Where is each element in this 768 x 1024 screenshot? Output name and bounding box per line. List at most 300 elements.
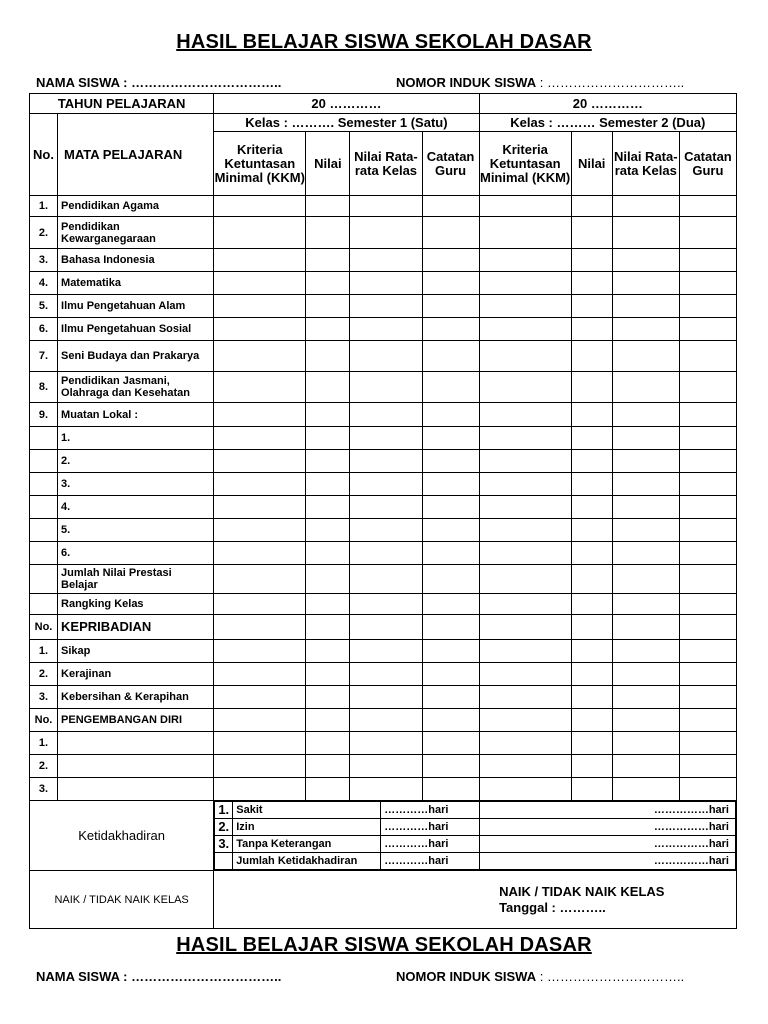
grade-cell[interactable] [571, 663, 612, 686]
pengembangan-heading: PENGEMBANGAN DIRI [58, 709, 214, 732]
grade-cell[interactable] [214, 403, 306, 427]
grade-cell[interactable] [350, 196, 422, 217]
ketidakhadiran-label: Ketidakhadiran [30, 801, 214, 871]
grade-cell[interactable] [612, 295, 679, 318]
grade-cell[interactable] [479, 318, 571, 341]
grade-cell[interactable] [350, 496, 422, 519]
attendance-item: Sakit [233, 802, 381, 819]
naik-kelas-right: NAIK / TIDAK NAIK KELAS [499, 883, 665, 899]
grade-cell[interactable] [679, 519, 736, 542]
grade-cell[interactable] [679, 403, 736, 427]
attendance-item: Izin [233, 819, 381, 836]
grade-cell[interactable] [679, 295, 736, 318]
grade-cell[interactable] [679, 709, 736, 732]
grade-cell[interactable] [306, 709, 350, 732]
grade-cell[interactable] [214, 565, 306, 594]
attendance-sem2[interactable]: ……………hari [480, 853, 736, 870]
grade-cell[interactable] [571, 473, 612, 496]
grade-cell[interactable] [422, 473, 479, 496]
kepribadian-item: Kebersihan & Kerapihan [58, 686, 214, 709]
grade-cell[interactable] [350, 732, 422, 755]
tanggal-field: Tanggal : ……….. [499, 899, 606, 915]
grade-cell[interactable] [479, 403, 571, 427]
subject-name: Matematika [58, 272, 214, 295]
grade-cell[interactable] [350, 565, 422, 594]
row-number: 3. [30, 686, 58, 709]
grade-cell[interactable] [350, 778, 422, 801]
colon: : [119, 75, 132, 90]
grade-cell[interactable] [479, 663, 571, 686]
grade-cell[interactable] [571, 640, 612, 663]
kkm-header: Kriteria Ketuntasan Minimal (KKM) [214, 132, 306, 196]
empty-cell [30, 450, 58, 473]
grade-cell[interactable] [612, 341, 679, 372]
grade-cell[interactable] [422, 640, 479, 663]
grade-cell[interactable] [306, 663, 350, 686]
grade-cell[interactable] [214, 542, 306, 565]
grade-cell[interactable] [306, 427, 350, 450]
subject-name: Seni Budaya dan Prakarya [58, 341, 214, 372]
grade-cell[interactable] [306, 372, 350, 403]
grade-cell[interactable] [479, 372, 571, 403]
grade-cell[interactable] [306, 594, 350, 615]
muatan-lokal-item[interactable]: 6. [58, 542, 214, 565]
attendance-item: Tanpa Keterangan [233, 836, 381, 853]
grade-cell[interactable] [479, 542, 571, 565]
no-header: No. [30, 709, 58, 732]
grade-cell[interactable] [306, 640, 350, 663]
grade-cell[interactable] [214, 196, 306, 217]
grade-cell[interactable] [350, 686, 422, 709]
grade-cell[interactable] [306, 755, 350, 778]
grade-cell[interactable] [350, 372, 422, 403]
row-number [215, 853, 233, 870]
grade-cell[interactable] [214, 640, 306, 663]
attendance-sem1[interactable]: …………hari [381, 802, 480, 819]
grade-cell[interactable] [422, 272, 479, 295]
grade-cell[interactable] [612, 709, 679, 732]
grade-cell[interactable] [612, 217, 679, 249]
year-1[interactable]: 20 ………… [214, 94, 479, 114]
grade-cell[interactable] [422, 594, 479, 615]
grade-cell[interactable] [214, 372, 306, 403]
grade-cell[interactable] [479, 450, 571, 473]
promotion-row [30, 871, 737, 929]
row-number: 2. [215, 819, 233, 836]
grade-cell[interactable] [350, 217, 422, 249]
jumlah-nilai-label: Jumlah Nilai Prestasi Belajar [58, 565, 214, 594]
grade-cell[interactable] [479, 272, 571, 295]
grade-cell[interactable] [679, 542, 736, 565]
grade-cell[interactable] [479, 709, 571, 732]
grade-cell[interactable] [679, 615, 736, 640]
grade-cell[interactable] [422, 565, 479, 594]
mata-pelajaran-header: MATA PELAJARAN [58, 114, 214, 196]
table-row [30, 372, 737, 403]
table-row [30, 403, 737, 427]
pengembangan-item[interactable] [58, 778, 214, 801]
muatan-lokal-item[interactable]: 3. [58, 473, 214, 496]
grade-cell[interactable] [350, 318, 422, 341]
grade-cell[interactable] [612, 542, 679, 565]
attendance-total: Jumlah Ketidakhadiran [233, 853, 381, 870]
page-title-repeat: HASIL BELAJAR SISWA SEKOLAH DASAR [176, 934, 592, 956]
grade-cell[interactable] [422, 755, 479, 778]
table-row [30, 732, 737, 755]
kepribadian-item: Kerajinan [58, 663, 214, 686]
grade-cell[interactable] [306, 732, 350, 755]
grade-cell[interactable] [306, 542, 350, 565]
pengembangan-item[interactable] [58, 755, 214, 778]
grade-cell[interactable] [422, 403, 479, 427]
grade-cell[interactable] [679, 778, 736, 801]
grade-cell[interactable] [612, 778, 679, 801]
grade-cell[interactable] [571, 732, 612, 755]
grade-cell[interactable] [612, 663, 679, 686]
grade-cell[interactable] [679, 686, 736, 709]
grade-cell[interactable] [479, 615, 571, 640]
nilai-header: Nilai [571, 132, 612, 196]
grade-cell[interactable] [306, 272, 350, 295]
grade-cell[interactable] [612, 450, 679, 473]
grade-cell[interactable] [571, 341, 612, 372]
empty-cell [30, 519, 58, 542]
student-name-field[interactable] [36, 969, 281, 984]
grade-cell[interactable] [214, 686, 306, 709]
grade-cell[interactable] [571, 450, 612, 473]
rata-header: Nilai Rata-rata Kelas [612, 132, 679, 196]
grade-cell[interactable] [612, 755, 679, 778]
kepribadian-item: Sikap [58, 640, 214, 663]
attendance-sem1[interactable]: …………hari [381, 853, 480, 870]
grade-cell[interactable] [612, 473, 679, 496]
grade-cell[interactable] [422, 709, 479, 732]
grade-cell[interactable] [679, 217, 736, 249]
grade-cell[interactable] [571, 542, 612, 565]
grade-cell[interactable] [214, 427, 306, 450]
grade-cell[interactable] [422, 778, 479, 801]
grade-cell[interactable] [612, 272, 679, 295]
row-number: 7. [30, 341, 58, 372]
pengembangan-item[interactable] [58, 732, 214, 755]
grade-cell[interactable] [422, 450, 479, 473]
grade-cell[interactable] [571, 372, 612, 403]
table-row [30, 341, 737, 372]
subject-name: Pendidikan Agama [58, 196, 214, 217]
grade-cell[interactable] [306, 778, 350, 801]
grade-cell[interactable] [422, 196, 479, 217]
attendance-row [30, 801, 737, 871]
table-row [30, 496, 737, 519]
empty-cell [30, 496, 58, 519]
grade-cell[interactable] [571, 755, 612, 778]
grade-cell[interactable] [350, 249, 422, 272]
grade-cell[interactable] [612, 249, 679, 272]
grade-cell[interactable] [422, 663, 479, 686]
table-row [30, 594, 737, 615]
attendance-sem2[interactable]: ……………hari [480, 819, 736, 836]
grade-cell[interactable] [679, 640, 736, 663]
grade-cell[interactable] [571, 427, 612, 450]
student-name-dots: …………………………….. [131, 969, 282, 984]
row-number: 3. [30, 778, 58, 801]
grade-cell[interactable] [306, 496, 350, 519]
grade-cell[interactable] [479, 196, 571, 217]
grade-cell[interactable] [479, 732, 571, 755]
grade-cell[interactable] [350, 640, 422, 663]
grade-cell[interactable] [422, 217, 479, 249]
grade-cell[interactable] [571, 318, 612, 341]
grade-cell[interactable] [479, 295, 571, 318]
promotion-sem1[interactable] [214, 871, 479, 929]
grade-cell[interactable] [306, 450, 350, 473]
grade-cell[interactable] [306, 615, 350, 640]
student-id-field[interactable] [396, 75, 684, 90]
grade-cell[interactable] [306, 196, 350, 217]
grade-cell[interactable] [422, 732, 479, 755]
grade-cell[interactable] [422, 427, 479, 450]
grade-cell[interactable] [350, 542, 422, 565]
grade-cell[interactable] [350, 341, 422, 372]
muatan-lokal-item[interactable]: 4. [58, 496, 214, 519]
grade-cell[interactable] [571, 615, 612, 640]
grade-cell[interactable] [571, 272, 612, 295]
grade-cell[interactable] [612, 318, 679, 341]
grade-cell[interactable] [214, 496, 306, 519]
subject-name: Ilmu Pengetahuan Alam [58, 295, 214, 318]
grade-cell[interactable] [679, 249, 736, 272]
row-number: 4. [30, 272, 58, 295]
table-row [30, 196, 737, 217]
grade-cell[interactable] [350, 295, 422, 318]
grade-cell[interactable] [679, 372, 736, 403]
grade-cell[interactable] [350, 755, 422, 778]
table-row [30, 709, 737, 732]
grade-cell[interactable] [612, 372, 679, 403]
grade-cell[interactable] [214, 341, 306, 372]
grade-cell[interactable] [306, 249, 350, 272]
grade-cell[interactable] [214, 709, 306, 732]
grade-cell[interactable] [679, 450, 736, 473]
kkm-header: Kriteria Ketuntasan Minimal (KKM) [479, 132, 571, 196]
muatan-lokal-item[interactable]: 5. [58, 519, 214, 542]
grade-cell[interactable] [214, 663, 306, 686]
kepribadian-heading: KEPRIBADIAN [58, 615, 214, 640]
grade-cell[interactable] [214, 778, 306, 801]
grade-cell[interactable] [350, 403, 422, 427]
grade-cell[interactable] [679, 496, 736, 519]
attendance-sem1[interactable]: …………hari [381, 836, 480, 853]
grade-cell[interactable] [571, 519, 612, 542]
student-id-label: NOMOR INDUK SISWA [396, 969, 537, 984]
grade-cell[interactable] [679, 594, 736, 615]
grade-cell[interactable] [679, 427, 736, 450]
student-name-field[interactable] [36, 75, 281, 90]
grade-cell[interactable] [679, 196, 736, 217]
tahun-pelajaran-label: TAHUN PELAJARAN [30, 94, 214, 114]
grade-cell[interactable] [479, 778, 571, 801]
grade-cell[interactable] [479, 427, 571, 450]
grade-cell[interactable] [571, 403, 612, 427]
grade-cell[interactable] [612, 594, 679, 615]
table-row [30, 450, 737, 473]
student-name-dots: …………………………….. [131, 75, 282, 90]
attendance-sem2[interactable]: ……………hari [480, 802, 736, 819]
grade-cell[interactable] [571, 295, 612, 318]
grade-cell[interactable] [214, 318, 306, 341]
grade-cell[interactable] [612, 615, 679, 640]
grade-cell[interactable] [214, 615, 306, 640]
semester-2-header[interactable]: Kelas : ……… Semester 2 (Dua) [479, 114, 736, 132]
grade-cell[interactable] [306, 519, 350, 542]
grade-cell[interactable] [350, 473, 422, 496]
grade-cell[interactable] [612, 427, 679, 450]
grade-cell[interactable] [422, 249, 479, 272]
row-number: 1. [30, 640, 58, 663]
report-table [29, 93, 737, 929]
grade-cell[interactable] [350, 709, 422, 732]
grade-cell[interactable] [214, 249, 306, 272]
grade-cell[interactable] [612, 496, 679, 519]
grade-cell[interactable] [479, 341, 571, 372]
grade-cell[interactable] [306, 318, 350, 341]
grade-cell[interactable] [679, 272, 736, 295]
row-number: 9. [30, 403, 58, 427]
grade-cell[interactable] [479, 640, 571, 663]
grade-cell[interactable] [612, 640, 679, 663]
student-id-dots: ………………………….. [546, 75, 685, 90]
grade-cell[interactable] [214, 519, 306, 542]
grade-cell[interactable] [612, 403, 679, 427]
grade-cell[interactable] [679, 663, 736, 686]
grade-cell[interactable] [350, 427, 422, 450]
student-id-dots: ………………………….. [546, 969, 685, 984]
grade-cell[interactable] [679, 341, 736, 372]
row-number: 5. [30, 295, 58, 318]
semester-1-header[interactable]: Kelas : ………. Semester 1 (Satu) [214, 114, 479, 132]
grade-cell[interactable] [571, 594, 612, 615]
grade-cell[interactable] [306, 473, 350, 496]
grade-cell[interactable] [479, 496, 571, 519]
grade-cell[interactable] [479, 594, 571, 615]
grade-cell[interactable] [214, 473, 306, 496]
table-row [30, 663, 737, 686]
student-id-field[interactable] [396, 969, 684, 984]
grade-cell[interactable] [350, 615, 422, 640]
row-number: 2. [30, 217, 58, 249]
grade-cell[interactable] [612, 732, 679, 755]
grade-cell[interactable] [422, 372, 479, 403]
grade-cell[interactable] [306, 403, 350, 427]
table-row [30, 778, 737, 801]
grade-cell[interactable] [350, 272, 422, 295]
grade-cell[interactable] [214, 295, 306, 318]
muatan-lokal-item[interactable]: 1. [58, 427, 214, 450]
grade-cell[interactable] [612, 196, 679, 217]
row-number: 8. [30, 372, 58, 403]
student-name-label: NAMA SISWA [36, 75, 120, 90]
student-id-label: NOMOR INDUK SISWA [396, 75, 537, 90]
attendance-sem2[interactable]: ……………hari [480, 836, 736, 853]
grade-cell[interactable] [679, 732, 736, 755]
grade-cell[interactable] [479, 473, 571, 496]
grade-cell[interactable] [422, 615, 479, 640]
table-row [30, 686, 737, 709]
grade-cell[interactable] [612, 565, 679, 594]
grade-cell[interactable] [479, 249, 571, 272]
grade-cell[interactable] [571, 249, 612, 272]
grade-cell[interactable] [679, 565, 736, 594]
colon: : [536, 75, 547, 90]
grade-cell[interactable] [306, 686, 350, 709]
empty-cell [30, 594, 58, 615]
grade-cell[interactable] [571, 686, 612, 709]
grade-cell[interactable] [214, 594, 306, 615]
grade-cell[interactable] [214, 755, 306, 778]
grade-cell[interactable] [306, 565, 350, 594]
grade-cell[interactable] [479, 686, 571, 709]
grade-cell[interactable] [306, 341, 350, 372]
empty-cell [30, 473, 58, 496]
grade-cell[interactable] [422, 519, 479, 542]
grade-cell[interactable] [612, 519, 679, 542]
grade-cell[interactable] [479, 565, 571, 594]
attendance-sem1[interactable]: …………hari [381, 819, 480, 836]
empty-cell [30, 542, 58, 565]
table-row [30, 217, 737, 249]
grade-cell[interactable] [479, 519, 571, 542]
promotion-sem2[interactable] [479, 871, 736, 929]
grade-cell[interactable] [679, 473, 736, 496]
grade-cell[interactable] [422, 496, 479, 519]
table-row [30, 249, 737, 272]
grade-cell[interactable] [306, 295, 350, 318]
year-2[interactable]: 20 ………… [479, 94, 736, 114]
grade-cell[interactable] [306, 217, 350, 249]
muatan-lokal-item[interactable]: 2. [58, 450, 214, 473]
grade-cell[interactable] [422, 341, 479, 372]
subject-name: Pendidikan Jasmani, Olahraga dan Kesehatan [58, 372, 214, 403]
grade-cell[interactable] [679, 755, 736, 778]
grade-cell[interactable] [350, 663, 422, 686]
grade-cell[interactable] [571, 709, 612, 732]
grade-cell[interactable] [571, 196, 612, 217]
student-name-label: NAMA SISWA [36, 969, 120, 984]
grade-cell[interactable] [214, 217, 306, 249]
grade-cell[interactable] [214, 272, 306, 295]
colon: : [119, 969, 132, 984]
grade-cell[interactable] [214, 450, 306, 473]
grade-cell[interactable] [571, 217, 612, 249]
grade-cell[interactable] [571, 565, 612, 594]
grade-cell[interactable] [214, 732, 306, 755]
grade-cell[interactable] [350, 450, 422, 473]
grade-cell[interactable] [422, 686, 479, 709]
grade-cell[interactable] [422, 295, 479, 318]
grade-cell[interactable] [422, 542, 479, 565]
attendance-table [214, 801, 736, 870]
grade-cell[interactable] [612, 686, 679, 709]
grade-cell[interactable] [350, 519, 422, 542]
grade-cell[interactable] [571, 496, 612, 519]
grade-cell[interactable] [350, 594, 422, 615]
table-row [30, 473, 737, 496]
grade-cell[interactable] [479, 755, 571, 778]
grade-cell[interactable] [479, 217, 571, 249]
grade-cell[interactable] [571, 778, 612, 801]
grade-cell[interactable] [422, 318, 479, 341]
grade-cell[interactable] [679, 318, 736, 341]
